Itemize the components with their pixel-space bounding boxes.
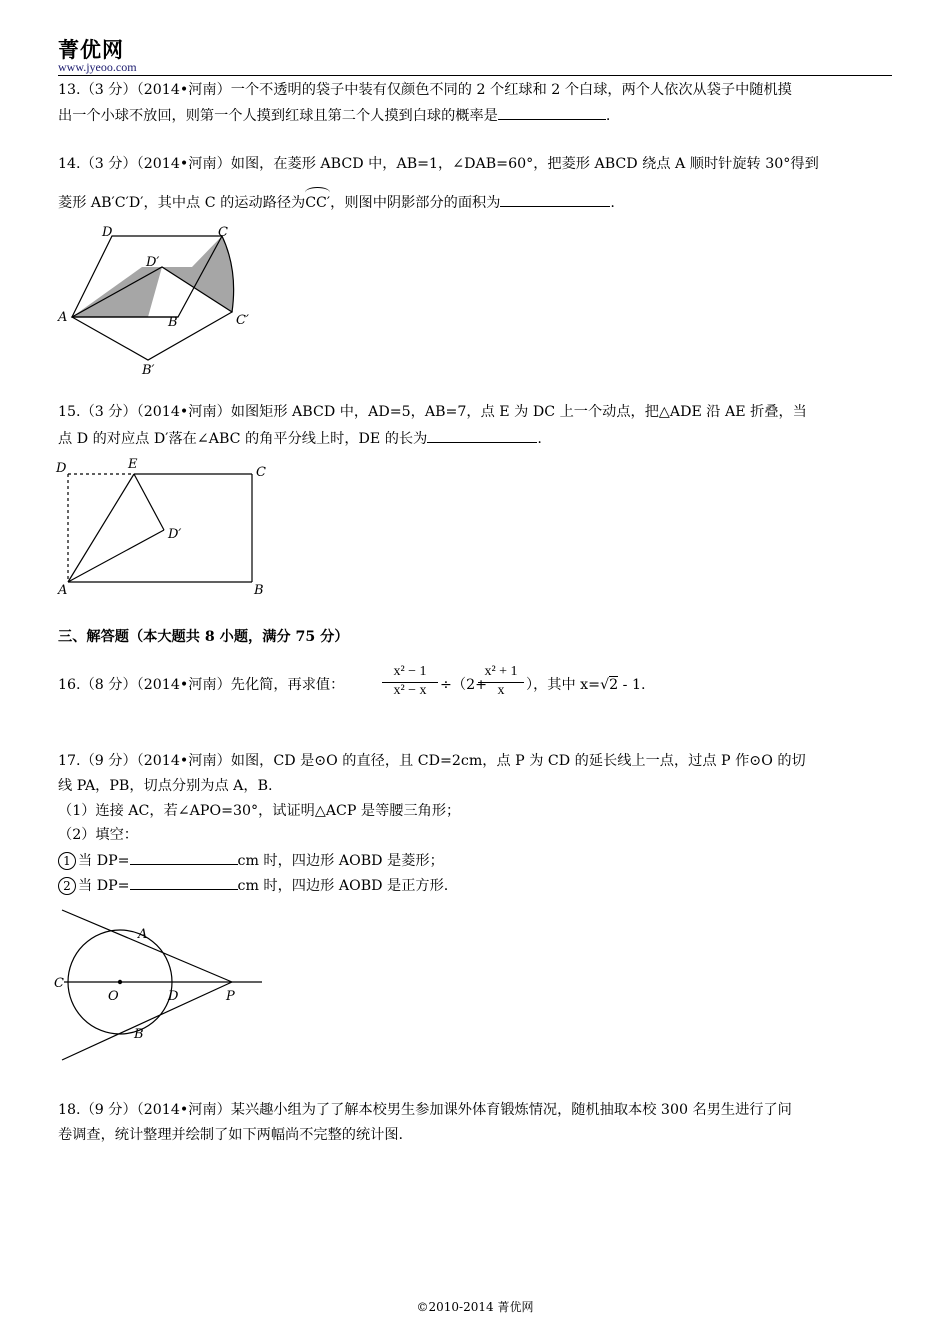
label-b-prime: B′ [142,363,155,378]
arc-cc-prime: CC′ [305,195,331,211]
brand-logo-text: 菁优网 [58,38,124,62]
q16-fraction-1 [382,664,438,699]
q18-line1: 18.（9 分）（2014•河南）某兴趣小组为了了解本校男生参加课外体育锻炼情况，随机抽取本校 300 名男生进行了问 [58,1102,792,1118]
label-a: A [138,927,148,942]
q16-mid-a: ÷（2+ [440,677,487,693]
q17-line2: 线 PA，PB，切点分别为点 A，B. [58,778,273,794]
tangent-pb [62,982,232,1060]
footer-copyright: ©2010-2014 菁优网 [416,1300,534,1314]
label-d-prime: D′ [146,255,160,270]
q16-numerator-1: x² − 1 [393,664,427,679]
label-d: D [56,461,67,476]
q13-answer-blank[interactable] [498,105,606,120]
section-3-heading: 三、解答题（本大题共 8 小题，满分 75 分） [58,629,349,645]
label-b: B [254,583,264,598]
q15-answer-blank[interactable] [427,428,537,443]
label-c: C [54,976,64,991]
label-c-prime: C′ [236,313,249,328]
label-a: A [58,583,68,598]
label-b: B [168,315,178,330]
label-b: B [134,1027,144,1042]
q17-circle-tangent-figure [50,902,275,1070]
q16-fraction-2 [478,664,524,699]
label-p: P [226,989,235,1004]
q14-line1: 14.（3 分）（2014•河南）如图，在菱形 ABCD 中，AB=1，∠DAB=60°，把菱形 ABCD 绕点 A 顺时针旋转 30°得到 [58,156,819,172]
q14-rhombus-figure [50,222,270,382]
segment-ad-prime [68,530,164,582]
label-o: O [108,989,119,1004]
q17-item2: 2 当 DP= cm 时，四边形 AOBD 是正方形. [58,875,448,896]
q14-line2: 菱形 AB′C′D′，其中点 C 的运动路径为CC′，则图中阴影部分的面积为 . [58,192,615,213]
circled-number-1: 1 [58,852,76,870]
segment-ae [68,474,134,582]
header-divider [58,75,892,76]
q17-line4: （2）填空： [58,827,138,843]
q13-line1: 13.（3 分）（2014•河南）一个不透明的袋子中装有仅颜色不同的 2 个红球和 2 个白球，两个人依次从袋子中随机摸 [58,82,792,98]
q13-line2: 出一个小球不放回，则第一个人摸到红球且第二个人摸到白球的概率是 . [58,105,610,126]
q16-denominator-2: x [478,682,524,699]
q16-denominator-1: x² − x [382,682,438,699]
label-e: E [128,457,138,472]
q14-answer-blank[interactable] [500,192,610,207]
q17-item1: 1 当 DP= cm 时，四边形 AOBD 是菱形； [58,850,444,871]
label-a: A [58,310,68,325]
q17-line3: （1）连接 AC，若∠APO=30°，试证明△ACP 是等腰三角形； [58,803,461,819]
q16-sqrt-radicand: 2 [609,677,619,693]
site-url[interactable]: www.jyeoo.com [58,60,137,74]
label-d: D [102,225,113,240]
label-d-prime: D′ [168,527,182,542]
q15-line1: 15.（3 分）（2014•河南）如图矩形 ABCD 中，AD=5，AB=7，点 E 为 DC 上一个动点，把△ADE 沿 AE 折叠，当 [58,404,807,420]
q16-prefix: 16.（8 分）（2014•河南）先化简，再求值： [58,677,345,693]
q17-blank-2[interactable] [130,875,238,890]
q15-line2: 点 D 的对应点 D′落在∠ABC 的角平分线上时，DE 的长为 . [58,428,542,449]
center-o-dot [118,980,122,984]
label-c: C [256,465,266,480]
label-c: C [218,225,228,240]
label-d: D [168,989,179,1004]
tangent-pa [62,910,232,982]
segment-ed-prime [134,474,164,530]
q17-blank-1[interactable] [130,850,238,865]
q15-rectangle-figure [50,452,280,600]
q17-line1: 17.（9 分）（2014•河南）如图，CD 是⊙O 的直径，且 CD=2cm，点 P 为 CD 的延长线上一点，过点 P 作⊙O 的切 [58,753,806,769]
q13-text: 出一个小球不放回，则第一个人摸到红球且第二个人摸到白球的概率是 [58,108,498,124]
q16-tail: ），其中 x=√2 - 1. [526,677,646,693]
q18-line2: 卷调查，统计整理并绘制了如下两幅尚不完整的统计图. [58,1127,404,1143]
q16-numerator-2: x² + 1 [484,664,518,679]
circled-number-2: 2 [58,877,76,895]
